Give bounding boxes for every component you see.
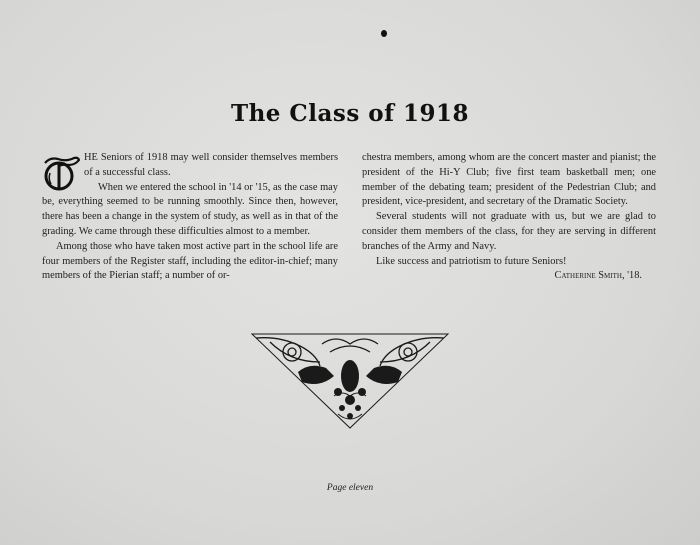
- decorative-ornament-icon: [250, 332, 450, 432]
- dropcap-t-icon: [42, 153, 80, 191]
- paragraph-3: Among those who have taken most active part in the school life are four members of the Register staff, including the editor-in-chief; many members of the Pierian staff; a number of or-: [42, 240, 338, 282]
- paragraph-3-continued: chestra members, among whom are the concert master and pianist; the president of the Hi-Y Club; five first team basketball men; one member of the debating team; president of the Pedestrian Club; and president, vice-president, and secretary of the Dramatic Society.: [362, 152, 656, 208]
- ink-speck: [381, 30, 387, 37]
- paragraph-5: Like success and patriotism to future Seniors!: [376, 255, 567, 267]
- article-column-left: [42, 151, 338, 284]
- paragraph-2: When we entered the school in '14 or '15, as the case may be, everything seemed to be running smoothly. Since then, however, there has been a change in the system of study, as well as in that of the grading. We came through these difficulties almost to a member.: [42, 181, 338, 237]
- paragraph-4: Several students will not graduate with us, but we are glad to consider them members of the class, for they are serving in different branches of the Army and Navy.: [362, 211, 656, 252]
- article-column-right: [362, 151, 656, 284]
- page-title: The Class of 1918: [230, 100, 470, 127]
- author-signature: Catherine Smith, '18.: [554, 270, 642, 282]
- paragraph-1-text: HE Seniors of 1918 may well consider themselves members of a successful class.: [84, 152, 338, 178]
- paragraph-1: [42, 151, 338, 181]
- page-number: Page eleven: [326, 483, 374, 493]
